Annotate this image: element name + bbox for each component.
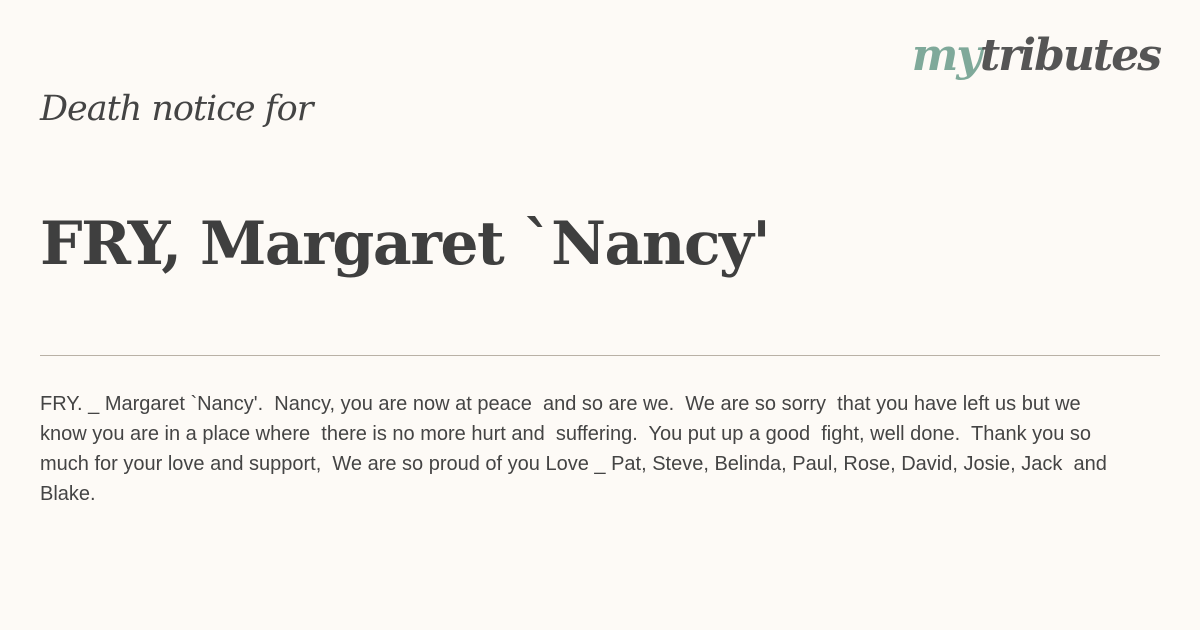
deceased-name: FRY, Margaret `Nancy'	[40, 209, 770, 279]
logo-tributes: tributes	[979, 30, 1160, 81]
mytributes-logo[interactable]	[911, 30, 1160, 81]
notice-subtitle: Death notice for	[40, 89, 313, 129]
notice-body: FRY. _ Margaret `Nancy'. Nancy, you are now at peace and so are we. We are so sorry that you have left us but we know you are in a place where there is no more hurt and suffering. You put up a good fight, well done. Thank you so much for your love and support, We are so proud of you Love _ Pat, Steve, Belinda, Paul, Rose, David, Josie, Jack and Blake.	[40, 393, 1113, 505]
logo-my: my	[911, 30, 980, 81]
divider	[40, 355, 1160, 356]
